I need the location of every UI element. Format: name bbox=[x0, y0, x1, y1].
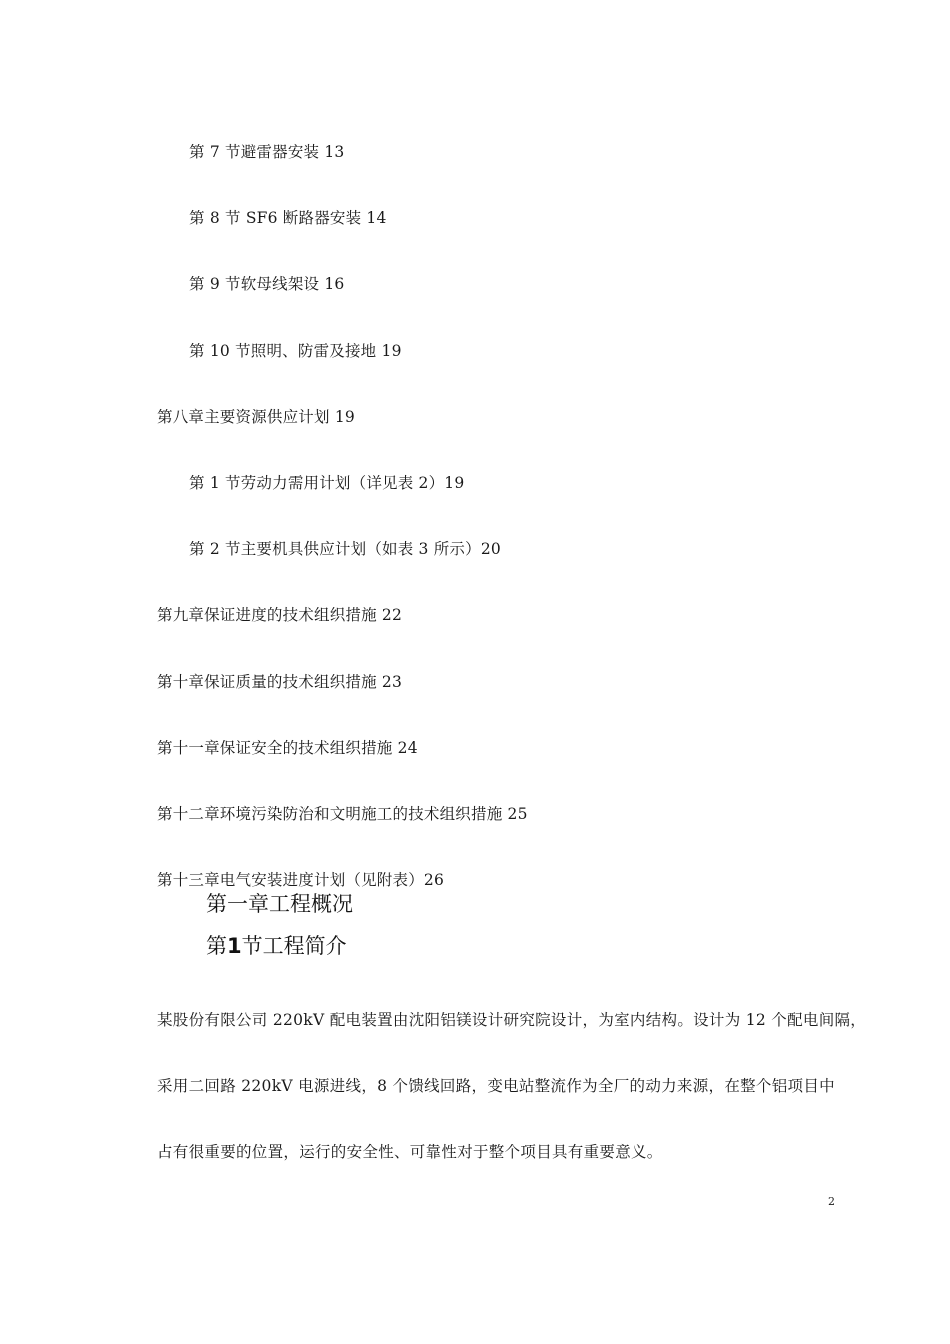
toc-entry-section: 第 10 节照明、防雷及接地 19 bbox=[189, 342, 402, 360]
toc-entry-chapter: 第十二章环境污染防治和文明施工的技术组织措施 25 bbox=[157, 805, 528, 823]
toc-entry-section: 第 7 节避雷器安装 13 bbox=[189, 143, 345, 161]
section-heading-number: 1 bbox=[227, 934, 242, 958]
toc-entry-section: 第 2 节主要机具供应计划（如表 3 所示）20 bbox=[189, 540, 501, 558]
toc-entry-chapter: 第十一章保证安全的技术组织措施 24 bbox=[157, 739, 418, 757]
paragraph-line: 占有很重要的位置，运行的安全性、可靠性对于整个项目具有重要意义。 bbox=[157, 1143, 663, 1161]
toc-entry-chapter: 第九章保证进度的技术组织措施 22 bbox=[157, 606, 403, 624]
toc-entry-chapter: 第八章主要资源供应计划 19 bbox=[157, 408, 355, 426]
toc-entry-section: 第 1 节劳动力需用计划（详见表 2）19 bbox=[189, 474, 465, 492]
page-number: 2 bbox=[828, 1195, 835, 1208]
section-heading-title: 节工程简介 bbox=[241, 934, 347, 958]
toc-entry-section: 第 9 节软母线架设 16 bbox=[189, 275, 345, 293]
paragraph-line: 某股份有限公司 220kV 配电装置由沈阳铝镁设计研究院设计，为室内结构。设计为 12 个配电间隔， bbox=[157, 1011, 867, 1029]
toc-entry-section: 第 8 节 SF6 断路器安装 14 bbox=[189, 209, 387, 227]
chapter-heading: 第一章工程概况 bbox=[206, 892, 353, 916]
section-heading-prefix: 第 bbox=[206, 934, 227, 958]
toc-entry-chapter: 第十三章电气安装进度计划（见附表）26 bbox=[157, 871, 445, 889]
section-heading bbox=[206, 932, 347, 960]
paragraph-line: 采用二回路 220kV 电源进线，8 个馈线回路，变电站整流作为全厂的动力来源，在整个铝项目中 bbox=[157, 1077, 835, 1095]
toc-entry-chapter: 第十章保证质量的技术组织措施 23 bbox=[157, 673, 403, 691]
